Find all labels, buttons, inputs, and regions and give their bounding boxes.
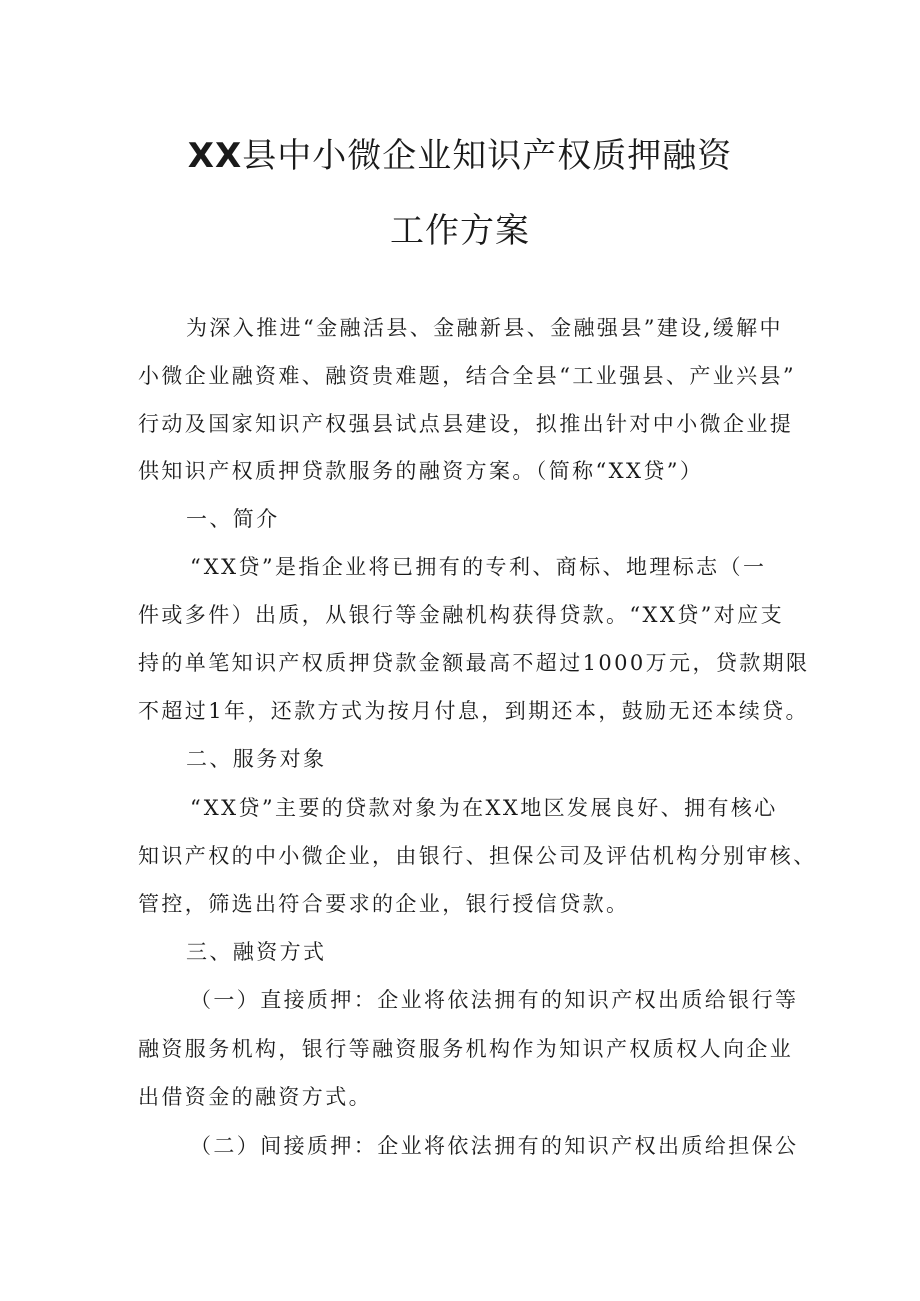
paragraph-line: 供知识产权质押贷款服务的融资方案。（简称“XX贷”） bbox=[138, 459, 704, 483]
paragraph-line: 件或多件）出质，从银行等金融机构获得贷款。“XX贷”对应支 bbox=[138, 603, 784, 627]
paragraph-line: （一）直接质押：企业将依法拥有的知识产权出质给银行等 bbox=[190, 988, 799, 1012]
document-title-line-2: 工作方案 bbox=[390, 211, 530, 251]
paragraph-line: “XX贷”主要的贷款对象为在XX地区发展良好、拥有核心 bbox=[190, 796, 778, 820]
paragraph-line: （二）间接质押：企业将依法拥有的知识产权出质给担保公 bbox=[190, 1134, 799, 1158]
section-heading: 三、融资方式 bbox=[186, 940, 327, 964]
paragraph-line: 不超过1年，还款方式为按月付息，到期还本，鼓励无还本续贷。 bbox=[138, 699, 809, 723]
paragraph-line: 小微企业融资难、融资贵难题，结合全县“工业强县、产业兴县” bbox=[138, 364, 797, 388]
title-prefix: XX bbox=[187, 136, 243, 176]
paragraph-line: “XX贷”是指企业将已拥有的专利、商标、地理标志（一 bbox=[190, 555, 767, 579]
paragraph-line: 管控，筛选出符合要求的企业，银行授信贷款。 bbox=[138, 892, 630, 916]
document-title-line-1 bbox=[0, 128, 920, 177]
paragraph-line: 出借资金的融资方式。 bbox=[138, 1085, 372, 1109]
paragraph-line: 为深入推进“金融活县、金融新县、金融强县”建设,缓解中 bbox=[186, 316, 783, 340]
paragraph-line: 持的单笔知识产权质押贷款金额最高不超过1000万元，贷款期限 bbox=[138, 651, 810, 675]
title-rest: 县中小微企业知识产权质押融资 bbox=[242, 136, 733, 176]
paragraph-line: 知识产权的中小微企业，由银行、担保公司及评估机构分别审核、 bbox=[138, 844, 817, 868]
paragraph-line: 行动及国家知识产权强县试点县建设，拟推出针对中小微企业提 bbox=[138, 412, 794, 436]
paragraph-line: 融资服务机构，银行等融资服务机构作为知识产权质权人向企业 bbox=[138, 1037, 794, 1061]
section-heading: 二、服务对象 bbox=[186, 747, 327, 771]
section-heading: 一、简介 bbox=[186, 507, 280, 531]
